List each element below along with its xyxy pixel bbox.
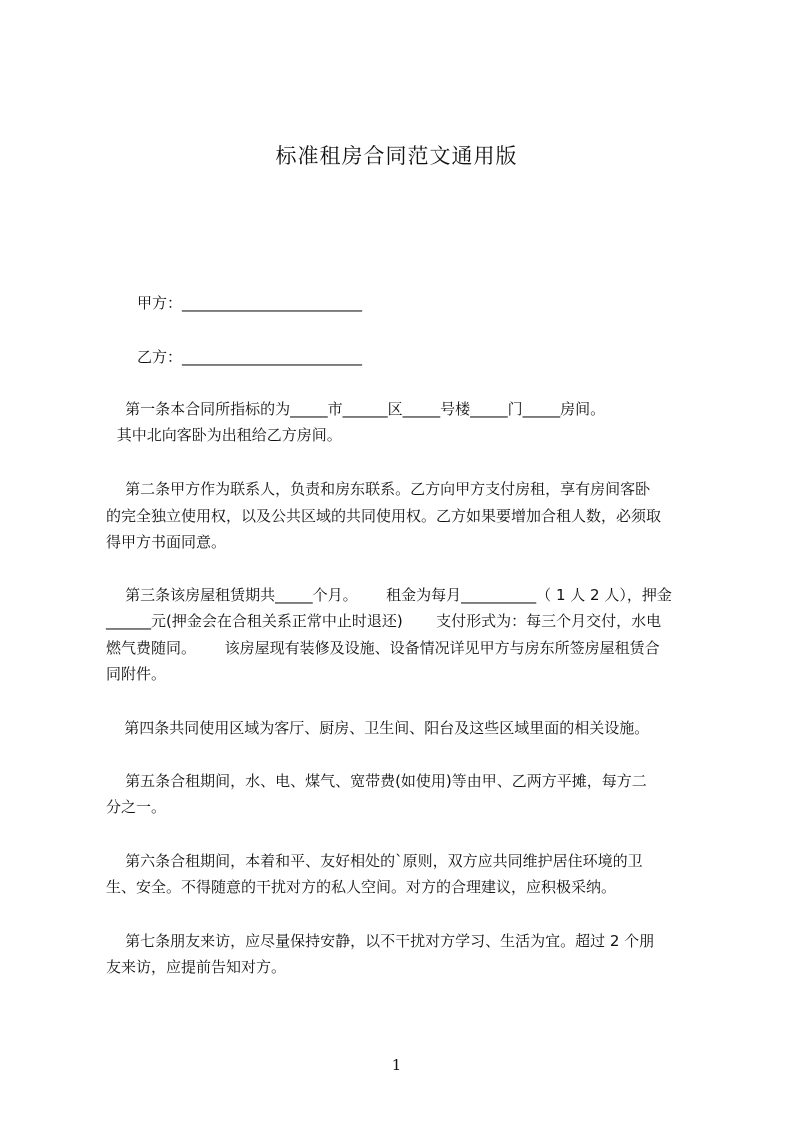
party-a-line: 甲方：________________________ [137,294,363,312]
article-line: 同附件。 [106,665,167,683]
article-line: 第二条甲方作为联系人，负责和房东联系。乙方向甲方支付房租，享有房间客卧 [106,480,651,498]
article-line: 第三条该房屋租赁期共_____个月。 租金为每月__________（ 1 人 2 人），押金 [106,586,672,604]
party-b-line: 乙方：________________________ [137,348,363,366]
article-line: 得甲方书面同意。 [106,533,227,551]
article-line: 的完全独立使用权，以及公共区域的共同使用权。乙方如果要增加合租人数，必须取 [106,507,662,525]
article-line: 生、安全。不得随意的干扰对方的私人空间。对方的合理建议，应积极采纳。 [106,878,617,896]
article-line: 友来访，应提前告知对方。 [106,958,287,976]
article-line: 分之一。 [106,798,167,816]
page-number: 1 [391,1056,402,1074]
article-line: 燃气费随同。 该房屋现有装修及设施、设备情况详见甲方与房东所签房屋租赁合 [106,639,660,657]
article-line: 第一条本合同所指标的为_____市______区_____号楼_____门_____房间。 [106,400,606,418]
article-line: 第五条合租期间，水、电、煤气、宽带费(如使用)等由甲、乙两方平摊，每方二 [106,772,647,790]
article-line: 其中北向客卧为出租给乙方房间。 [112,426,342,444]
article-line: 第六条合租期间，本着和平、友好相处的`原则，双方应共同维护居住环境的卫 [106,852,643,870]
article-line: 第四条共同使用区域为客厅、厨房、卫生间、阳台及这些区域里面的相关设施。 [110,719,650,737]
document-title: 标准租房合同范文通用版 [275,144,518,168]
article-line: ______元(押金会在合租关系正常中止时退还) 支付形式为：每三个月交付，水电 [106,612,662,630]
article-line: 第七条朋友来访，应尽量保持安静，以不干扰对方学习、生活为宜。超过 2 个朋 [106,932,655,950]
